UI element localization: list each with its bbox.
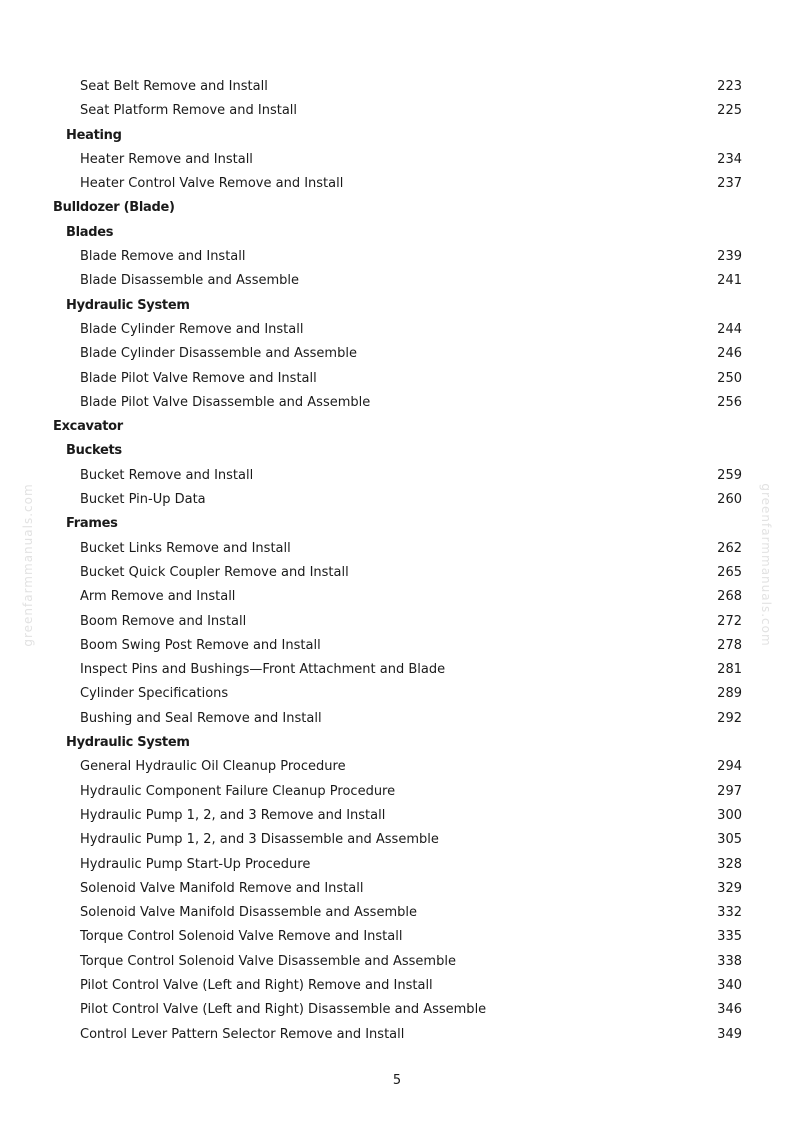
table-of-contents [0, 75, 794, 1047]
toc-entry[interactable] [0, 585, 794, 609]
toc-entry-page: 272 [717, 613, 742, 629]
toc-entry[interactable] [0, 561, 794, 585]
toc-entry[interactable] [0, 488, 794, 512]
toc-entry-page: 256 [717, 394, 742, 410]
toc-subsection-heading[interactable] [0, 221, 794, 245]
toc-entry-page: 300 [717, 807, 742, 823]
toc-entry-page: 239 [717, 249, 742, 265]
toc-entry[interactable] [0, 269, 794, 293]
toc-entry-title: Blade Disassemble and Assemble [80, 273, 299, 289]
toc-entry-title: Heater Control Valve Remove and Install [80, 176, 344, 192]
toc-entry-title: Seat Belt Remove and Install [80, 79, 268, 94]
toc-entry-page: 294 [717, 759, 742, 775]
toc-entry[interactable] [0, 367, 794, 391]
toc-entry-title: Buckets [66, 443, 122, 459]
toc-entry[interactable] [0, 925, 794, 949]
toc-entry-title: Bucket Pin-Up Data [80, 492, 206, 508]
toc-entry[interactable] [0, 853, 794, 877]
toc-entry-title: Arm Remove and Install [80, 589, 236, 605]
toc-entry-page: 329 [717, 880, 742, 896]
toc-entry-title: Heater Remove and Install [80, 151, 253, 167]
toc-entry-title: Boom Remove and Install [80, 613, 247, 629]
toc-entry-title: Blades [66, 224, 114, 240]
toc-entry-page: 262 [717, 540, 742, 556]
toc-entry[interactable] [0, 804, 794, 828]
toc-subsection-heading[interactable] [0, 512, 794, 536]
toc-entry-page: 244 [717, 321, 742, 337]
watermark-left: greenfarmmanuals.com [21, 483, 35, 647]
toc-entry-title: Cylinder Specifications [80, 686, 229, 702]
toc-entry-page: 234 [717, 151, 742, 167]
toc-entry-title: Bucket Quick Coupler Remove and Install [80, 564, 349, 580]
toc-entry[interactable] [0, 391, 794, 415]
toc-entry-page: 335 [717, 929, 742, 945]
toc-entry[interactable] [0, 998, 794, 1022]
toc-entry-page: 225 [717, 103, 742, 119]
toc-entry-title: Heating [66, 127, 122, 143]
toc-entry-page: 265 [717, 564, 742, 580]
toc-entry-page: 332 [717, 905, 742, 921]
toc-entry-page: 346 [717, 1002, 742, 1018]
toc-entry-page: 223 [717, 79, 742, 94]
toc-entry-title: Solenoid Valve Manifold Disassemble and Assemble [80, 905, 417, 921]
toc-entry[interactable] [0, 75, 794, 99]
toc-entry[interactable] [0, 780, 794, 804]
toc-subsection-heading[interactable] [0, 294, 794, 318]
toc-entry-title: Hydraulic Pump Start-Up Procedure [80, 856, 311, 872]
toc-entry[interactable] [0, 172, 794, 196]
toc-entry-page: 241 [717, 273, 742, 289]
toc-entry-title: Bucket Remove and Install [80, 467, 254, 483]
toc-entry-title: Pilot Control Valve (Left and Right) Disassemble and Assemble [80, 1002, 487, 1018]
toc-subsection-heading[interactable] [0, 439, 794, 463]
toc-entry-title: Hydraulic Component Failure Cleanup Procedure [80, 783, 396, 799]
toc-entry-page: 305 [717, 832, 742, 848]
toc-entry-page: 260 [717, 492, 742, 508]
toc-entry-title: Blade Cylinder Disassemble and Assemble [80, 346, 357, 362]
toc-entry[interactable] [0, 828, 794, 852]
toc-entry-page: 278 [717, 637, 742, 653]
toc-entry-title: Control Lever Pattern Selector Remove and Install [80, 1026, 405, 1042]
toc-entry-title: Pilot Control Valve (Left and Right) Remove and Install [80, 977, 433, 993]
toc-entry[interactable] [0, 245, 794, 269]
toc-entry[interactable] [0, 682, 794, 706]
toc-entry[interactable] [0, 877, 794, 901]
toc-entry-title: Inspect Pins and Bushings—Front Attachment and Blade [80, 662, 446, 678]
toc-entry-page: 281 [717, 662, 742, 678]
toc-entry-title: Torque Control Solenoid Valve Disassemble and Assemble [80, 953, 456, 969]
toc-section-heading[interactable] [0, 196, 794, 220]
toc-entry[interactable] [0, 610, 794, 634]
toc-entry[interactable] [0, 99, 794, 123]
toc-entry[interactable] [0, 342, 794, 366]
toc-entry[interactable] [0, 464, 794, 488]
toc-entry-page: 292 [717, 710, 742, 726]
toc-entry-title: Frames [66, 516, 118, 532]
toc-entry[interactable] [0, 950, 794, 974]
toc-entry-page: 289 [717, 686, 742, 702]
toc-section-heading[interactable] [0, 415, 794, 439]
toc-entry[interactable] [0, 974, 794, 998]
toc-entry-page: 237 [717, 176, 742, 192]
toc-entry-title: Bushing and Seal Remove and Install [80, 710, 322, 726]
toc-entry-title: Solenoid Valve Manifold Remove and Install [80, 880, 364, 896]
toc-entry-title: Hydraulic System [66, 297, 190, 313]
toc-subsection-heading[interactable] [0, 124, 794, 148]
toc-entry-title: Bulldozer (Blade) [53, 200, 175, 216]
toc-entry-page: 349 [717, 1026, 742, 1042]
toc-entry-title: Hydraulic Pump 1, 2, and 3 Disassemble and Assemble [80, 832, 439, 848]
toc-entry-page: 268 [717, 589, 742, 605]
toc-entry-page: 338 [717, 953, 742, 969]
toc-entry-title: Torque Control Solenoid Valve Remove and Install [80, 929, 403, 945]
toc-entry[interactable] [0, 658, 794, 682]
page-number: 5 [392, 1073, 402, 1088]
watermark-right: greenfarmmanuals.com [759, 483, 773, 647]
toc-entry-title: Blade Cylinder Remove and Install [80, 321, 304, 337]
toc-entry-page: 328 [717, 856, 742, 872]
toc-entry-title: Seat Platform Remove and Install [80, 103, 298, 119]
toc-entry-title: Hydraulic System [66, 735, 190, 751]
toc-entry-title: Blade Pilot Valve Disassemble and Assemble [80, 394, 371, 410]
toc-entry-title: Blade Pilot Valve Remove and Install [80, 370, 317, 386]
toc-entry[interactable] [0, 148, 794, 172]
toc-entry[interactable] [0, 901, 794, 925]
toc-entry-title: Boom Swing Post Remove and Install [80, 637, 321, 653]
toc-entry-page: 340 [717, 977, 742, 993]
toc-entry[interactable] [0, 634, 794, 658]
toc-entry[interactable] [0, 537, 794, 561]
toc-entry[interactable] [0, 1023, 794, 1047]
toc-entry-title: General Hydraulic Oil Cleanup Procedure [80, 759, 346, 775]
toc-entry[interactable] [0, 707, 794, 731]
toc-entry-title: Excavator [53, 419, 123, 435]
toc-subsection-heading[interactable] [0, 731, 794, 755]
toc-entry-page: 297 [717, 783, 742, 799]
toc-entry-title: Hydraulic Pump 1, 2, and 3 Remove and Install [80, 807, 386, 823]
toc-entry-page: 246 [717, 346, 742, 362]
toc-entry[interactable] [0, 318, 794, 342]
toc-entry[interactable] [0, 755, 794, 779]
toc-entry-title: Bucket Links Remove and Install [80, 540, 291, 556]
toc-entry-title: Blade Remove and Install [80, 249, 246, 265]
toc-entry-page: 250 [717, 370, 742, 386]
toc-entry-page: 259 [717, 467, 742, 483]
